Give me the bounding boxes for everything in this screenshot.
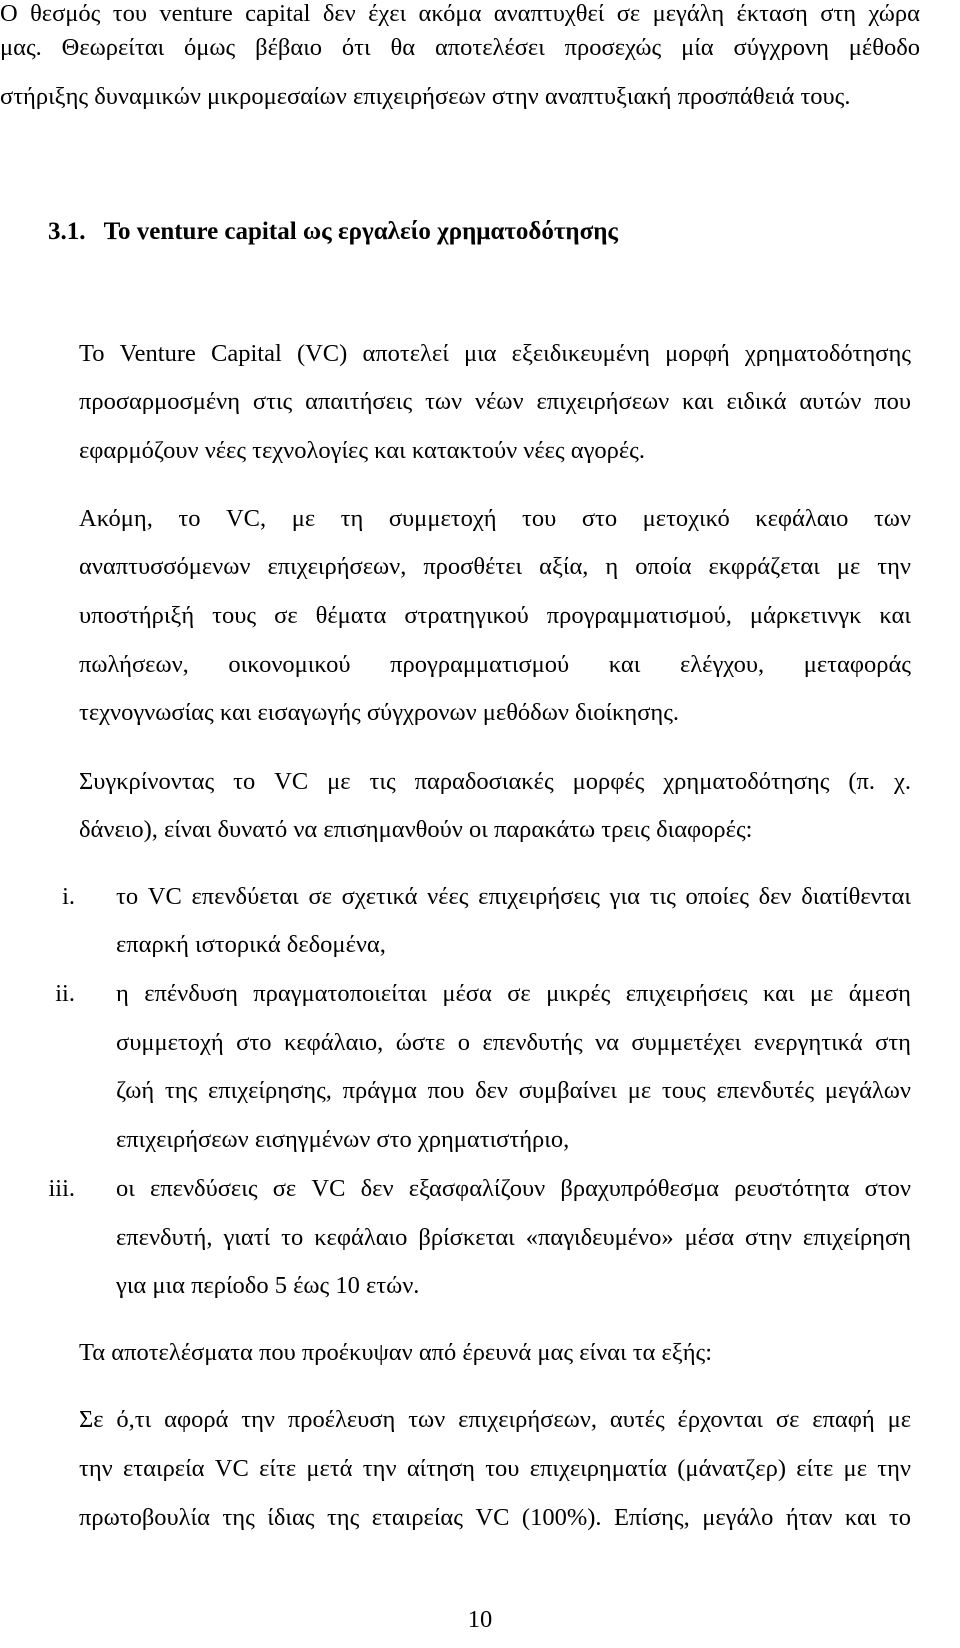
list-item-ii-line-1: η επένδυση πραγματοποιείται μέσα σε μικρές επιχειρήσεις και με άμεση [116,980,911,1007]
intro-line-2: μας. Θεωρείται όμως βέβαιο ότι θα αποτελέσει προσεχώς μία σύγχρονη μέθοδο [0,34,920,61]
list-item-i-line-2: επαρκή ιστορικά δεδομένα, [116,931,386,958]
para1-line-3: εφαρμόζουν νέες τεχνολογίες και κατακτούν νέες αγορές. [79,437,646,464]
para5-line-2: την εταιρεία VC είτε μετά την αίτηση του επιχειρηματία (μάνατζερ) είτε με την [79,1455,911,1482]
para2-line-5: τεχνογνωσίας και εισαγωγής σύγχρονων μεθόδων διοίκησης. [79,699,680,726]
list-item-ii-line-3: ζωή της επιχείρησης, πράγμα που δεν συμβαίνει με τους επενδυτές μεγάλων [116,1077,911,1104]
para3-line-2: δάνειο), είναι δυνατό να επισημανθούν οι παρακάτω τρεις διαφορές: [79,816,753,843]
para2-line-2: αναπτυσσόμενων επιχειρήσεων, προσθέτει αξία, η οποία εκφράζεται με την [79,553,911,580]
list-item-i-line-1: το VC επενδύεται σε σχετικά νέες επιχειρήσεις για τις οποίες δεν διατίθενται [116,883,911,910]
intro-line-1: Ο θεσμός του venture capital δεν έχει ακόμα αναπτυχθεί σε μεγάλη έκταση στη χώρα [0,0,920,27]
para2-line-4: πωλήσεων, οικονομικού προγραμματισμού και ελέγχου, μεταφοράς [79,651,911,678]
section-title: Το venture capital ως εργαλείο χρηματοδότησης [103,218,618,245]
section-heading [48,218,618,246]
list-item-iii-line-3: για μια περίοδο 5 έως 10 ετών. [116,1272,420,1299]
list-marker-i: i. [62,883,75,910]
para2-line-1: Ακόμη, το VC, με τη συμμετοχή του στο μετοχικό κεφάλαιο των [79,505,911,532]
list-item-iii-line-2: επενδυτή, γιατί το κεφάλαιο βρίσκεται «παγιδευμένο» μέσα στην επιχείρηση [116,1224,911,1251]
para5-line-1: Σε ό,τι αφορά την προέλευση των επιχειρήσεων, αυτές έρχονται σε επαφή με [79,1406,911,1433]
list-item-ii-line-4: επιχειρήσεων εισηγμένων στο χρηματιστήριο, [116,1126,570,1153]
para2-line-3: υποστήριξή τους σε θέματα στρατηγικού προγραμματισμού, μάρκετινγκ και [79,602,911,629]
page-number: 10 [467,1606,493,1633]
para1-line-2: προσαρμοσμένη στις απαιτήσεις των νέων επιχειρήσεων και ειδικά αυτών που [79,388,911,415]
list-marker-ii: ii. [55,980,75,1007]
list-marker-iii: iii. [48,1175,75,1202]
para1-line-1: Το Venture Capital (VC) αποτελεί μια εξειδικευμένη μορφή χρηματοδότησης [79,340,911,367]
para5-line-3: πρωτοβουλία της ίδιας της εταιρείας VC (100%). Επίσης, μεγάλο ήταν και το [79,1504,911,1531]
list-item-iii-line-1: οι επενδύσεις σε VC δεν εξασφαλίζουν βραχυπρόθεσμα ρευστότητα στον [116,1175,911,1202]
intro-line-3: στήριξης δυναμικών μικρομεσαίων επιχειρήσεων στην αναπτυξιακή προσπάθειά τους. [0,83,851,110]
list-item-ii-line-2: συμμετοχή στο κεφάλαιο, ώστε ο επενδυτής να συμμετέχει ενεργητικά στη [116,1029,911,1056]
para3-line-1: Συγκρίνοντας το VC με τις παραδοσιακές μορφές χρηματοδότησης (π. χ. [79,768,911,795]
section-number: 3.1. [48,218,86,245]
para4-line-1: Τα αποτελέσματα που προέκυψαν από έρευνά μας είναι τα εξής: [79,1339,713,1366]
